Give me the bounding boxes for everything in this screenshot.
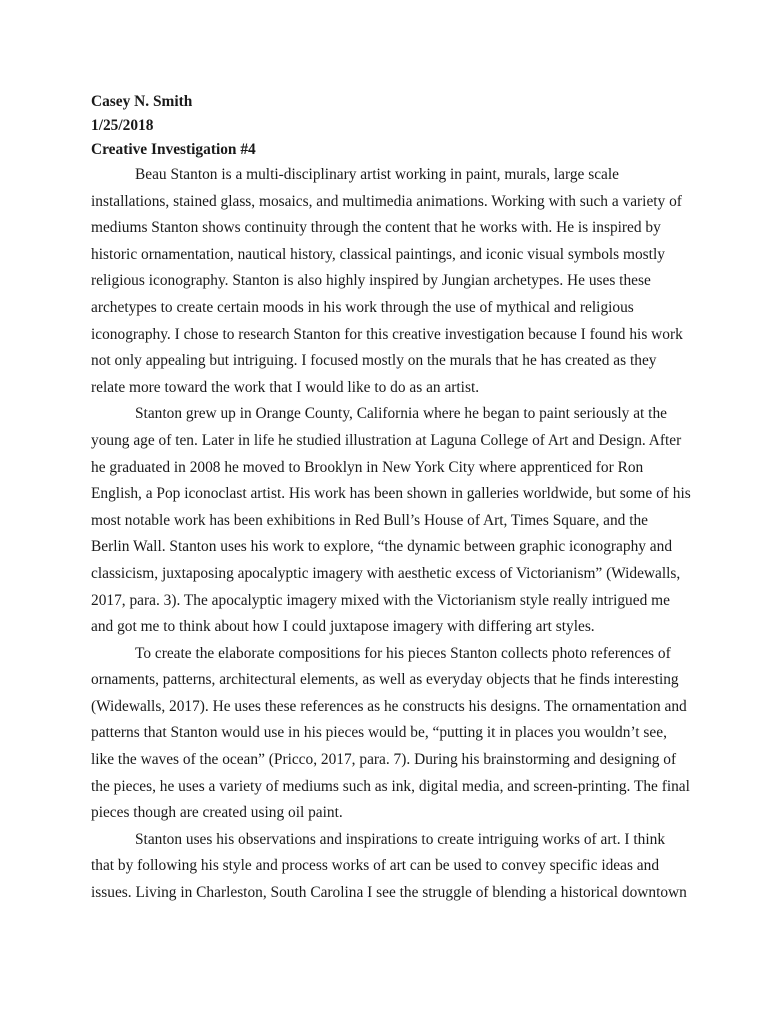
text-line: the pieces, he uses a variety of mediums such as ink, digital media, and screen-printing. The final bbox=[91, 777, 690, 795]
text-line: young age of ten. Later in life he studied illustration at Laguna College of Art and Design. After bbox=[91, 431, 682, 449]
document-title: Creative Investigation #4 bbox=[91, 141, 256, 158]
text-line: To create the elaborate compositions for his pieces Stanton collects photo references of bbox=[135, 644, 671, 662]
text-line: pieces though are created using oil paint. bbox=[91, 804, 343, 822]
text-line: (Widewalls, 2017). He uses these references as he constructs his designs. The ornamentation and bbox=[91, 697, 687, 715]
text-line: installations, stained glass, mosaics, and multimedia animations. Working with such a variety of bbox=[91, 192, 682, 210]
text-line: 2017, para. 3). The apocalyptic imagery mixed with the Victorianism style really intrigued me bbox=[91, 591, 670, 609]
paragraph-1 bbox=[91, 162, 681, 401]
text-line: not only appealing but intriguing. I focused mostly on the murals that he has created as they bbox=[91, 352, 657, 370]
text-line: mediums Stanton shows continuity through the content that he works with. He is inspired by bbox=[91, 219, 661, 237]
text-line: Stanton uses his observations and inspirations to create intriguing works of art. I think bbox=[135, 830, 666, 848]
text-line: and got me to think about how I could juxtapose imagery with differing art styles. bbox=[91, 618, 595, 636]
text-line: like the waves of the ocean” (Pricco, 2017, para. 7). During his brainstorming and designing of bbox=[91, 751, 677, 769]
text-line: Beau Stanton is a multi-disciplinary artist working in paint, murals, large scale bbox=[135, 166, 619, 183]
paragraph-4 bbox=[91, 827, 687, 907]
paragraph-2 bbox=[91, 401, 691, 640]
text-line: relate more toward the work that I would like to do as an artist. bbox=[91, 378, 480, 396]
text-line: issues. Living in Charleston, South Carolina I see the struggle of blending a historical downtown bbox=[91, 884, 687, 902]
text-line: Berlin Wall. Stanton uses his work to explore, “the dynamic between graphic iconography and bbox=[91, 538, 673, 556]
text-line: patterns that Stanton would use in his pieces would be, “putting it in places you wouldn’t see, bbox=[91, 724, 667, 742]
text-line: English, a Pop iconoclast artist. His work has been shown in galleries worldwide, but some of his bbox=[91, 485, 691, 503]
author-name: Casey N. Smith bbox=[91, 93, 193, 110]
text-line: Stanton grew up in Orange County, California where he began to paint seriously at the bbox=[135, 405, 667, 423]
text-line: ornaments, patterns, architectural elements, as well as everyday objects that he finds interesting bbox=[91, 671, 679, 689]
text-line: most notable work has been exhibitions in Red Bull’s House of Art, Times Square, and the bbox=[91, 511, 649, 529]
text-line: iconography. I chose to research Stanton for this creative investigation because I found his work bbox=[91, 325, 683, 343]
document-content bbox=[91, 90, 691, 907]
text-line: archetypes to create certain moods in his work through the use of mythical and religious bbox=[91, 298, 634, 316]
text-line: that by following his style and process works of art can be used to convey specific ideas and bbox=[91, 857, 660, 875]
document-date: 1/25/2018 bbox=[91, 117, 154, 134]
paragraph-3 bbox=[91, 641, 690, 827]
text-line: historic ornamentation, nautical history, classical paintings, and iconic visual symbols mostly bbox=[91, 245, 665, 263]
text-line: classicism, juxtaposing apocalyptic imagery with aesthetic excess of Victorianism” (Widewalls, bbox=[91, 564, 681, 582]
text-line: he graduated in 2008 he moved to Brooklyn in New York City where apprenticed for Ron bbox=[91, 458, 644, 476]
text-line: religious iconography. Stanton is also highly inspired by Jungian archetypes. He uses these bbox=[91, 272, 651, 290]
